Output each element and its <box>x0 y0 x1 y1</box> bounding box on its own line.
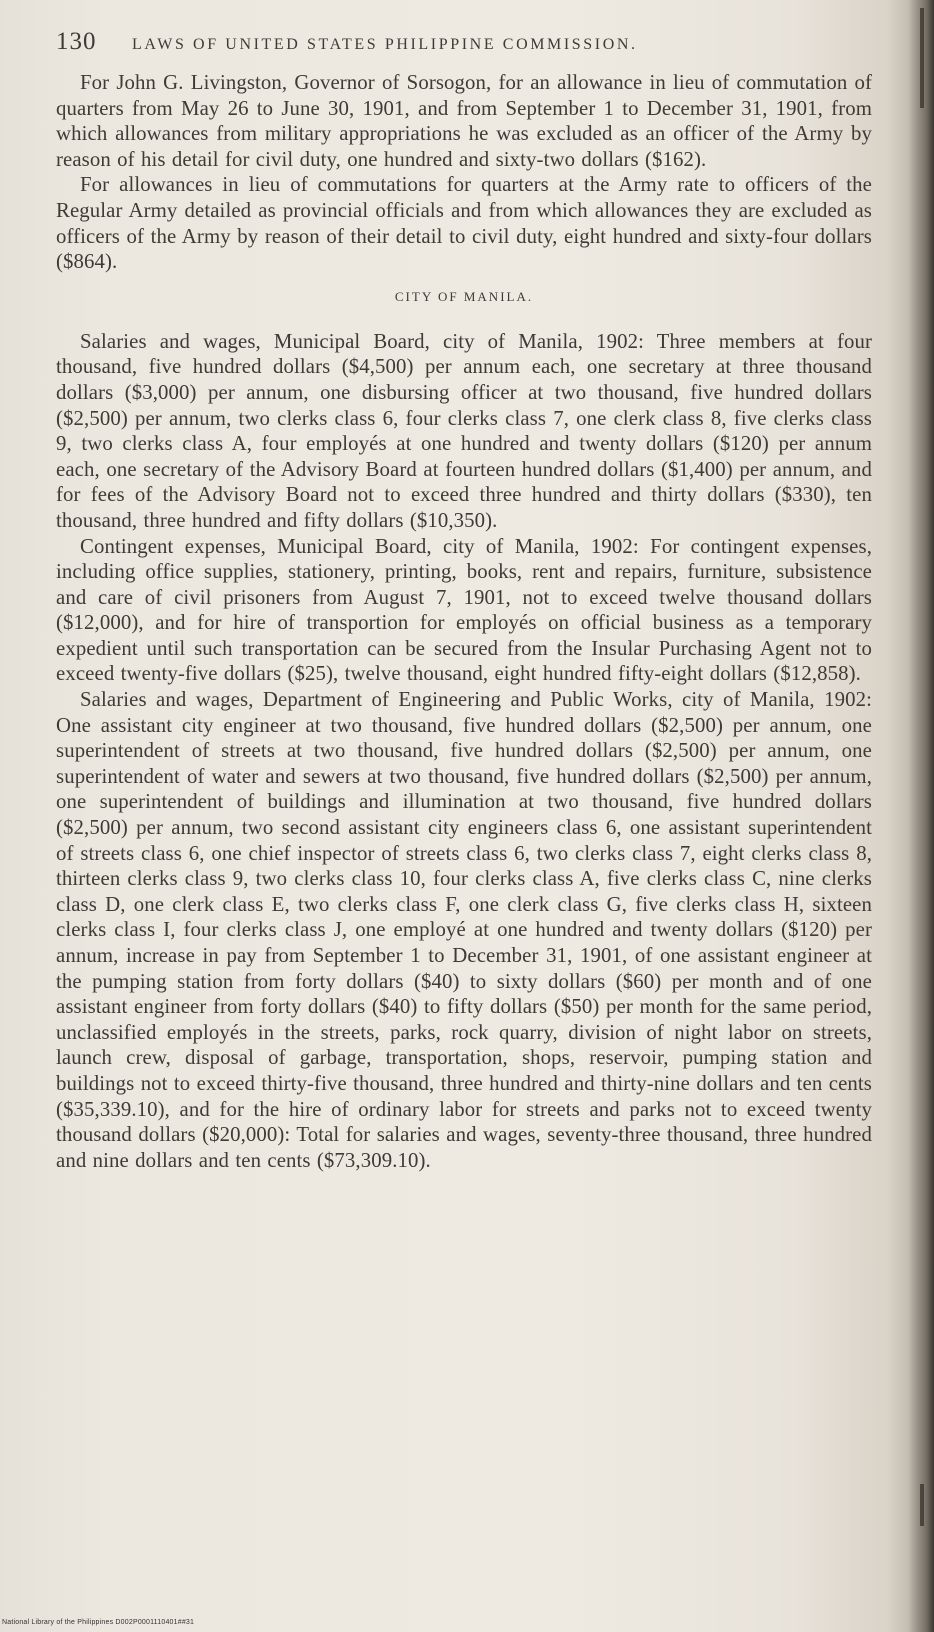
section-heading: CITY OF MANILA. <box>394 288 534 304</box>
archive-footer-note: National Library of the Philippines D002P0001110401##31 <box>2 1619 195 1626</box>
binding-shadow <box>908 0 934 1632</box>
paragraph-municipal-board-salaries: Salaries and wages, Municipal Board, city of Manila, 1902: Three members at four thousand, five hundred dollars ($4,500) per annum each, one secretary at three thousand dollars ($3,000) per annum, one disbursing officer at two thousand, five hundred dollars ($2,500) per annum, two clerks class 6, four clerks class 7, one clerk class 8, five clerks class 9, two clerks class A, four employés at one hundred and twenty dollars ($120) per annum each, one secretary of the Advisory Board at fourteen hundred dollars ($1,400) per annum, and for fees of the Advisory Board not to exceed three hundred and thirty dollars ($330), ten thousand, three hundred and fifty dollars ($10,350). <box>56 329 872 532</box>
page-number: 130 <box>56 28 97 55</box>
page-edge-mark-bottom <box>920 1484 924 1526</box>
paragraph-army-officers-allowance: For allowances in lieu of commutations for quarters at the Army rate to officers of the Regular Army detailed as provincial officials and from which allowances they are excluded as officers of the Army by reason of their detail to civil duty, eight hundred and sixty-four dollars ($864). <box>56 173 872 274</box>
paragraph-municipal-board-contingent: Contingent expenses, Municipal Board, city of Manila, 1902: For contingent expenses, including office supplies, stationery, printing, books, rent and repairs, furniture, subsistence and care of civil prisoners from August 7, 1901, not to exceed twelve thousand dollars ($12,000), and for hire of transportion for employés on official business as a temporary expedient until such transportation can be secured from the Insular Purchasing Agent not to exceed twenty-five dollars ($25), twelve thousand, eight hundred fifty-eight dollars ($12,858). <box>56 534 872 686</box>
paragraph-engineering-public-works: Salaries and wages, Department of Engineering and Public Works, city of Manila, 1902: One assistant city engineer at two thousand, five hundred dollars ($2,500) per annum, one superintendent of streets at two thousand, five hundred dollars ($2,500) per annum, one superintendent of water and sewers at two thousand, five hundred dollars ($2,500) per annum, one superintendent of buildings and illumination at two thousand, five hundred dollars ($2,500) per annum, two second assistant city engineers class 6, one assistant superintendent of streets class 6, one chief inspector of streets class 6, two clerks class 7, eight clerks class 8, thirteen clerks class 9, two clerks class 10, four clerks class A, five clerks class C, nine clerks class D, one clerk class E, two clerks class F, one clerk class G, five clerks class H, sixteen clerks class I, four clerks class J, one employé at one hundred and twenty dollars ($120) per annum, increase in pay from September 1 to December 31, 1901, of one assistant engineer at the pumping station from forty dollars ($40) to sixty dollars ($60) per month and of one assistant engineer from forty dollars ($40) to fifty dollars ($50) per month for the same period, unclassified employés in the streets, parks, rock quarry, division of night labor on streets, launch crew, disposal of garbage, transportation, shops, reservoir, pumping station and buildings not to exceed thirty-five thousand, three hundred and thirty-nine dollars and ten cents ($35,339.10), and for the hire of ordinary labor for streets and parks not to exceed twenty thousand dollars ($20,000): Total for salaries and wages, seventy-three thousand, three hundred and nine dollars and ten cents ($73,309.10). <box>56 688 872 1172</box>
page-edge-mark-top <box>920 8 924 108</box>
paragraph-livingston-allowance: For John G. Livingston, Governor of Sorsogon, for an allowance in lieu of commutation of quarters from May 26 to June 30, 1901, and from September 1 to December 31, 1901, from which allowances from military appropriations he was excluded as an officer of the Army by reason of his detail for civil duty, one hundred and sixty-two dollars ($162). <box>56 71 872 171</box>
running-title: LAWS OF UNITED STATES PHILIPPINE COMMISSION. <box>132 36 638 53</box>
running-head <box>56 28 872 70</box>
page-content <box>56 28 872 1173</box>
